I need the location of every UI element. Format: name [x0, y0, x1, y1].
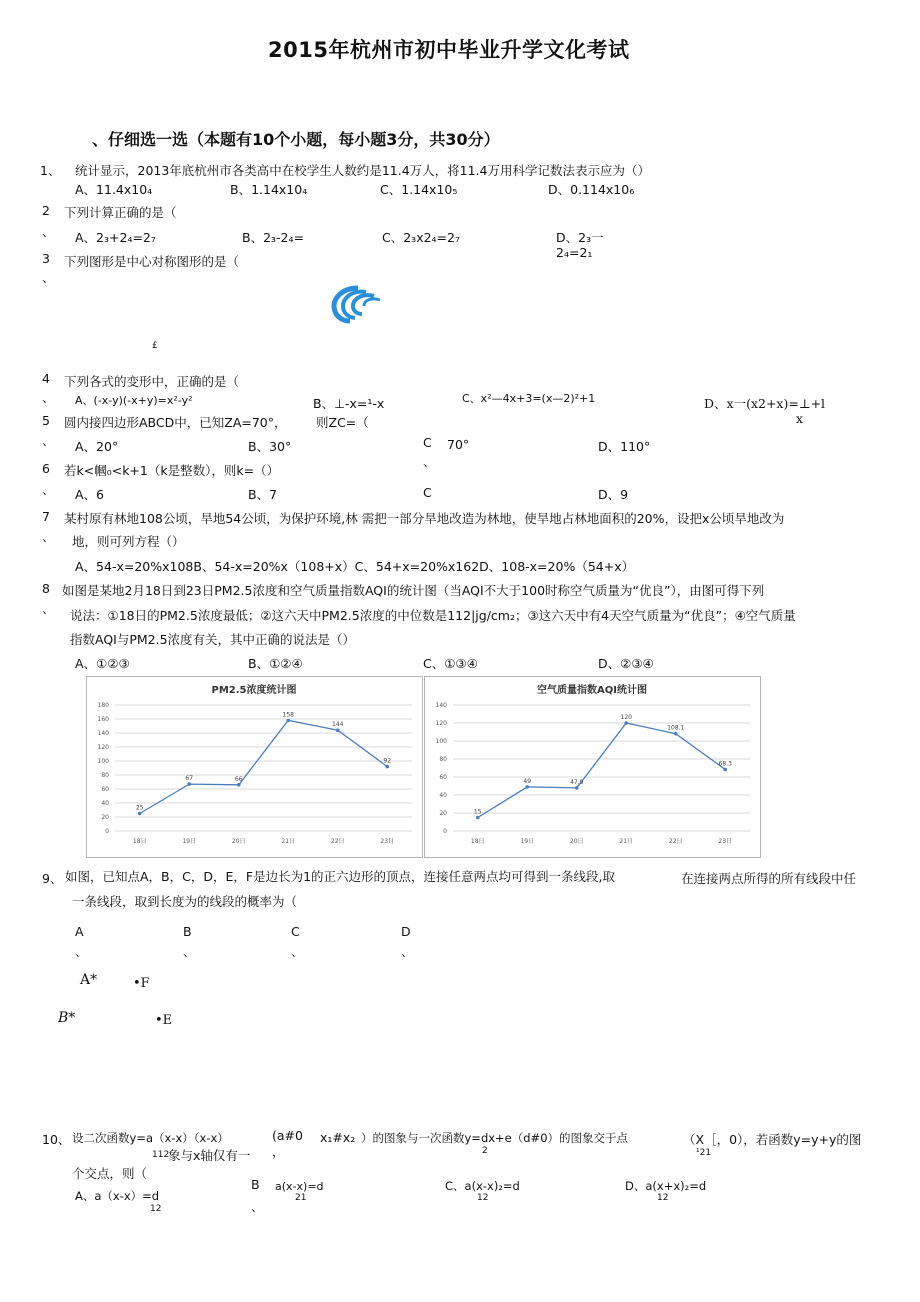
q9-option-a-mark: 、 [75, 944, 88, 959]
q5-option-c-value: 70° [447, 437, 470, 452]
q10-cond1: (a#0 [272, 1128, 303, 1143]
q10-option-a: A、a（x-x）=d [75, 1189, 160, 1203]
y-tick-label: 100 [435, 738, 447, 745]
y-tick-label: 0 [105, 828, 109, 835]
q3-stem: 下列图形是中心对称图形的是（ [64, 254, 240, 269]
q10-cond2: x₁#x₂ [320, 1130, 356, 1145]
q8-stem: 如图是某地2月18日到23日PM2.5浓度和空气质量指数AQI的统计图（当AQI不大于100时称空气质量为“优良”），由图可得下列 [62, 583, 765, 598]
y-tick-label: 80 [101, 772, 109, 779]
x-tick-label: 21日 [619, 838, 634, 845]
data-point [385, 765, 389, 769]
q6-stem: 若k<幗₀<k+1（k是整数），则k=（） [64, 463, 280, 478]
q5-number: 5 [42, 413, 50, 428]
q8-option-d: D、②③④ [598, 656, 654, 671]
data-point [138, 812, 142, 816]
q1-option-a: A、11.4x10₄ [75, 182, 153, 197]
logo-figure [328, 284, 384, 324]
y-tick-label: 180 [97, 702, 109, 709]
q9-option-b-mark: 、 [183, 944, 196, 959]
q10-option-c-sub: 12 [477, 1193, 489, 1203]
y-tick-label: 60 [101, 786, 109, 793]
q5-option-c-letter: C [423, 435, 432, 450]
series-line [140, 720, 388, 813]
q4-option-b: B、⊥-x=¹-x [313, 396, 385, 411]
data-point [187, 782, 191, 786]
q9-stem-right: 在连接两点所得的所有线段中任 [681, 871, 857, 886]
hexagon-point-a: A* [80, 972, 98, 988]
q1-option-c: C、1.14x10₅ [380, 182, 458, 197]
q10-sub2: 2 [482, 1146, 488, 1156]
q4-mark: 、 [42, 390, 55, 405]
q10-option-d: D、a(x+x)₂=d [625, 1179, 707, 1193]
pm25-chart-box [86, 676, 423, 858]
q5-option-b: B、30° [248, 439, 292, 454]
data-point [723, 768, 727, 772]
y-tick-label: 60 [439, 774, 447, 781]
q4-number: 4 [42, 371, 50, 386]
data-label: 15 [473, 808, 482, 816]
q1-number: 1、 [40, 163, 61, 178]
q1-option-b: B、1.14x10₄ [230, 182, 308, 197]
q8-option-b: B、①②④ [248, 656, 303, 671]
q9-option-a: A [75, 924, 84, 939]
q10-stem-c: ）的图象与一次函数y=dx+e（d#0）的图象交于点 [361, 1131, 629, 1145]
x-tick-label: 20日 [569, 838, 584, 845]
q8-number: 8 [42, 581, 50, 596]
q5-option-d: D、110° [598, 439, 651, 454]
x-tick-label: 23日 [380, 838, 395, 845]
q9-stem-line2: 一条线段，取到长度为的线段的概率为（ [72, 894, 298, 909]
data-label: 66 [234, 775, 243, 783]
q10-comma: ， [272, 1144, 285, 1159]
data-point [286, 719, 290, 723]
q5-stem-cont: 则ZC=（ [316, 415, 369, 430]
data-label: 92 [383, 757, 392, 765]
y-tick-label: 140 [97, 730, 109, 737]
q10-stem-b: 象与x轴仅有一 [168, 1148, 251, 1163]
q10-option-c: C、a(x-x)₂=d [445, 1179, 520, 1193]
chart-title: 空气质量指数AQI统计图 [537, 685, 647, 696]
q4-option-d: D、x一(x2+x)=⊥+l [704, 396, 826, 411]
q2-mark: 、 [42, 224, 55, 239]
q9-option-c: C [291, 924, 300, 939]
q8-mark: 、 [42, 601, 55, 616]
aqi-line-chart [425, 677, 760, 857]
q6-option-b: B、7 [248, 487, 278, 502]
data-label: 144 [332, 721, 344, 729]
q10-stem-line2: 个交点，则（ [72, 1166, 148, 1181]
y-tick-label: 100 [97, 758, 109, 765]
q8-option-a: A、①②③ [75, 656, 130, 671]
hexagon-point-f: •F [133, 976, 150, 991]
q9-option-d: D [401, 924, 411, 939]
x-tick-label: 23日 [718, 838, 733, 845]
q10-option-d-sub: 12 [657, 1193, 669, 1203]
section-heading: 、仔细选一选（本题有10个小题，每小题3分，共30分） [92, 130, 500, 149]
q9-option-b: B [183, 924, 192, 939]
data-label: 108.1 [667, 724, 685, 732]
x-tick-label: 20日 [231, 838, 246, 845]
q7-stem-cont: 地，则可列方程（） [72, 534, 185, 549]
data-point [476, 816, 480, 820]
q8-stem-line2: 说法：①18日的PM2.5浓度最低；②这六天中PM2.5浓度的中位数是112|jg/cm₂；③这六天中有4天空气质量为“优良”；④空气质量 [70, 608, 796, 623]
page-title: 2015年杭州市初中毕业升学文化考试 [268, 38, 630, 62]
q6-number: 6 [42, 461, 50, 476]
y-tick-label: 20 [101, 814, 109, 821]
x-tick-label: 18日 [132, 838, 147, 845]
q9-number: 9、 [42, 871, 63, 886]
q2-option-b: B、2₃-2₄= [242, 230, 304, 245]
q4-stem: 下列各式的变形中，正确的是（ [64, 374, 240, 389]
q2-option-d-line1: D、2₃一 [556, 230, 604, 245]
y-tick-label: 120 [435, 720, 447, 727]
q3-mark: 、 [42, 270, 55, 285]
data-label: 47.9 [570, 778, 584, 786]
q10-option-b-mark: 、 [251, 1199, 264, 1214]
q7-mark: 、 [42, 529, 55, 544]
data-point [624, 721, 628, 725]
q7-stem: 某村原有林地108公顷，旱地54公顷，为保护环境,林 需把一部分旱地改造为林地，使旱地占林地面积的20%，设把x公顷旱地改为 [64, 511, 785, 526]
y-tick-label: 160 [97, 716, 109, 723]
q4-option-a: A、(-x-y)(-x+y)=x²-y² [75, 394, 193, 407]
q10-number: 10、 [42, 1132, 71, 1147]
q4-option-d-denominator: x [796, 411, 804, 426]
data-label: 49 [523, 777, 532, 785]
q9-option-c-mark: 、 [291, 944, 304, 959]
q6-option-c: C [423, 485, 432, 500]
data-point [674, 732, 678, 736]
data-label: 67 [185, 775, 194, 783]
y-tick-label: 40 [101, 800, 109, 807]
q10-option-b-letter: B [251, 1177, 260, 1192]
y-tick-label: 40 [439, 792, 447, 799]
q3-small-mark: £ [152, 341, 158, 351]
q8-stem-line3: 指数AQI与PM2.5浓度有关，其中正确的说法是（） [70, 632, 356, 647]
x-tick-label: 19日 [182, 838, 197, 845]
q10-stem-d: （X［，0），若函数y=y+y的图 [683, 1132, 862, 1147]
q2-number: 2 [42, 203, 50, 218]
x-tick-label: 21日 [281, 838, 296, 845]
y-tick-label: 0 [443, 828, 447, 835]
q5-option-c-mark: 、 [423, 454, 436, 469]
x-tick-label: 19日 [520, 838, 535, 845]
y-tick-label: 20 [439, 810, 447, 817]
q2-option-d-line2: 2₄=2₁ [556, 245, 593, 260]
q10-option-a-sub: 12 [150, 1204, 162, 1214]
q3-number: 3 [42, 251, 50, 266]
q5-stem: 圆内接四边形ABCD中，已知ZA=70°， [64, 415, 287, 430]
x-tick-label: 22日 [330, 838, 345, 845]
q10-sub3: ¹21 [696, 1148, 712, 1158]
data-point [237, 783, 241, 787]
data-point [575, 786, 579, 790]
q10-sub1: 112 [152, 1150, 170, 1160]
q9-option-d-mark: 、 [401, 944, 414, 959]
q6-mark: 、 [42, 482, 55, 497]
y-tick-label: 120 [97, 744, 109, 751]
q6-option-a: A、6 [75, 487, 105, 502]
x-tick-label: 18日 [470, 838, 485, 845]
x-tick-label: 22日 [668, 838, 683, 845]
data-label: 158 [282, 711, 294, 719]
q2-stem: 下列计算正确的是（ [64, 205, 177, 220]
hexagon-point-e: •E [155, 1013, 173, 1028]
data-label: 68.3 [718, 760, 732, 768]
hexagon-point-b: B* [58, 1010, 76, 1026]
data-label: 120 [620, 714, 632, 721]
q1-option-d: D、0.114x10₆ [548, 182, 635, 197]
q10-option-b-sub: 21 [295, 1193, 307, 1203]
q7-number: 7 [42, 509, 50, 524]
y-tick-label: 80 [439, 756, 447, 763]
pm25-line-chart [87, 677, 422, 857]
q10-option-b-value: a(x-x)=d [275, 1180, 324, 1193]
q6-option-d: D、9 [598, 487, 629, 502]
q2-option-a: A、2₃+2₄=2₇ [75, 230, 156, 245]
q5-option-a: A、20° [75, 439, 119, 454]
series-line [478, 723, 726, 818]
data-label: 25 [135, 804, 144, 812]
q8-option-c: C、①③④ [423, 656, 478, 671]
q2-option-c: C、2₃x2₄=2₇ [382, 230, 460, 245]
data-point [336, 728, 340, 732]
aqi-chart-box [424, 676, 761, 858]
q5-mark: 、 [42, 433, 55, 448]
q10-stem: 设二次函数y=a（x-x）（x-x） [72, 1131, 229, 1145]
data-point [525, 785, 529, 789]
q9-stem: 如图，已知点A，B，C，D，E，F是边长为1的正六边形的顶点，连接任意两点均可得到一条线段,取 [65, 869, 615, 884]
chart-title: PM2.5浓度统计图 [211, 685, 297, 696]
y-tick-label: 140 [435, 702, 447, 709]
q7-options: A、54-x=20%x108B、54-x=20%x（108+x）C、54+x=20%x162D、108-x=20%（54+x） [75, 559, 635, 574]
q1-stem: 统计显示，2013年底杭州市各类高中在校学生人数约是11.4万人，将11.4万用科学记数法表示应为（） [75, 163, 650, 178]
q4-option-c: C、x²—4x+3=(x—2)²+1 [462, 392, 596, 405]
